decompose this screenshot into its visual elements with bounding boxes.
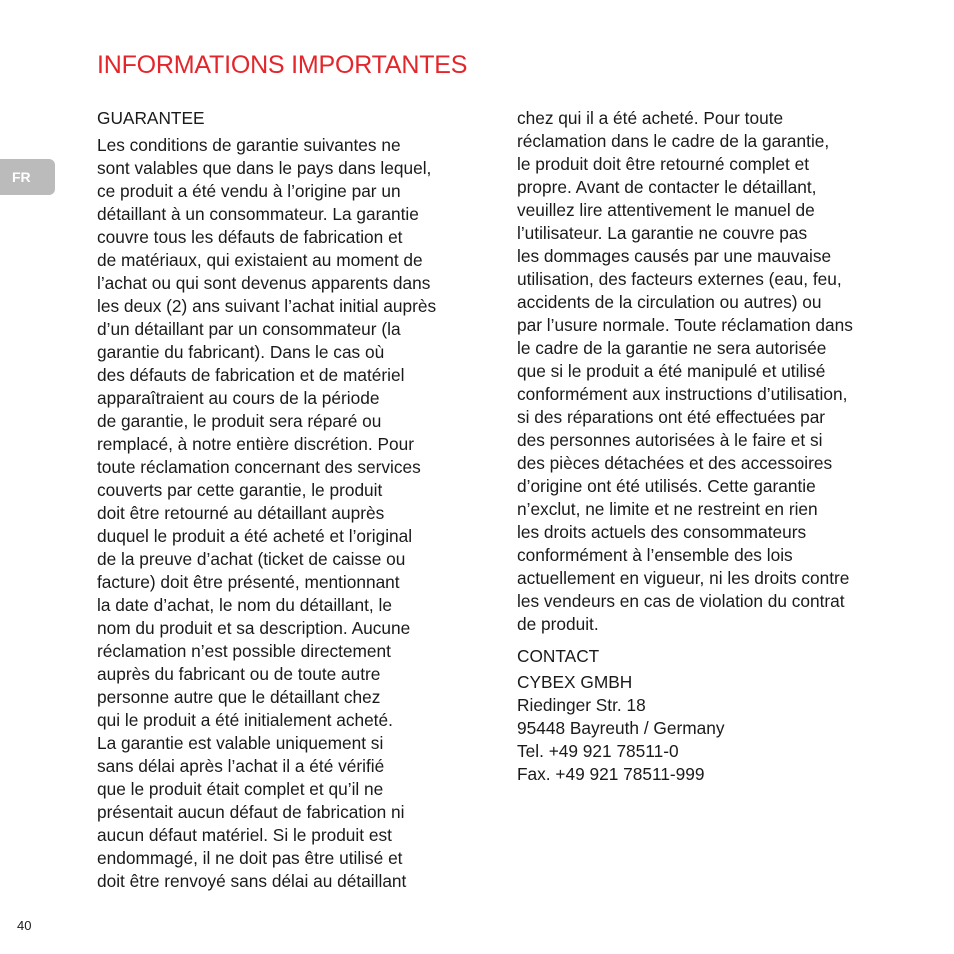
- guarantee-text: [97, 134, 487, 893]
- guarantee-text-line: de garantie, le produit sera réparé ou: [97, 411, 382, 431]
- guarantee-text-line: apparaîtraient au cours de la période: [97, 388, 380, 408]
- guarantee-text-line: le produit doit être retourné complet et: [517, 154, 810, 174]
- guarantee-text-line: aucun défaut matériel. Si le produit est: [97, 825, 392, 845]
- contact-address: [517, 694, 907, 786]
- guarantee-text-line: conformément aux instructions d’utilisation,: [517, 384, 848, 404]
- guarantee-text-line: remplacé, à notre entière discrétion. Pour: [97, 434, 414, 454]
- guarantee-text-line: qui le produit a été initialement acheté.: [97, 710, 393, 730]
- guarantee-text-line: les droits actuels des consommateurs: [517, 522, 807, 542]
- contact-company: CYBEX GMBH: [517, 672, 633, 692]
- guarantee-text-line: La garantie est valable uniquement si: [97, 733, 384, 753]
- contact-address-line: Fax. +49 921 78511-999: [517, 764, 705, 784]
- guarantee-text-line: réclamation dans le cadre de la garantie,: [517, 131, 830, 151]
- guarantee-text-line: si des réparations ont été effectuées par: [517, 407, 826, 427]
- guarantee-text-line: les deux (2) ans suivant l’achat initial auprès: [97, 296, 437, 316]
- guarantee-text-line: que si le produit a été manipulé et utilisé: [517, 361, 826, 381]
- guarantee-text-line: la date d’achat, le nom du détaillant, le: [97, 595, 392, 615]
- guarantee-text-line: présentait aucun défaut de fabrication ni: [97, 802, 405, 822]
- guarantee-text-line: couverts par cette garantie, le produit: [97, 480, 383, 500]
- guarantee-text-continued: [517, 107, 907, 636]
- guarantee-text-line: les dommages causés par une mauvaise: [517, 246, 832, 266]
- guarantee-text-line: toute réclamation concernant des services: [97, 457, 421, 477]
- guarantee-text-line: doit être retourné au détaillant auprès: [97, 503, 385, 523]
- contact-address-line: Riedinger Str. 18: [517, 695, 646, 715]
- contact-address-line: 95448 Bayreuth / Germany: [517, 718, 725, 738]
- guarantee-text-line: sont valables que dans le pays dans lequel,: [97, 158, 432, 178]
- guarantee-text-line: d’origine ont été utilisés. Cette garantie: [517, 476, 816, 496]
- guarantee-text-line: couvre tous les défauts de fabrication et: [97, 227, 403, 247]
- language-tab: FR: [0, 159, 55, 195]
- page-title: INFORMATIONS IMPORTANTES: [97, 51, 468, 79]
- guarantee-text-line: par l’usure normale. Toute réclamation dans: [517, 315, 853, 335]
- guarantee-text-line: actuellement en vigueur, ni les droits contre: [517, 568, 850, 588]
- guarantee-text-line: doit être renvoyé sans délai au détaillant: [97, 871, 407, 891]
- guarantee-text-line: l’utilisateur. La garantie ne couvre pas: [517, 223, 808, 243]
- guarantee-text-line: de produit.: [517, 614, 599, 634]
- guarantee-text-line: que le produit était complet et qu’il ne: [97, 779, 384, 799]
- page-number: 40: [17, 918, 32, 933]
- guarantee-text-line: n’exclut, ne limite et ne restreint en rien: [517, 499, 818, 519]
- guarantee-text-line: utilisation, des facteurs externes (eau, feu,: [517, 269, 842, 289]
- guarantee-text-line: des personnes autorisées à le faire et si: [517, 430, 823, 450]
- guarantee-text-line: duquel le produit a été acheté et l’original: [97, 526, 413, 546]
- guarantee-text-line: Les conditions de garantie suivantes ne: [97, 135, 401, 155]
- guarantee-text-line: facture) doit être présenté, mentionnant: [97, 572, 400, 592]
- right-column: [517, 107, 907, 786]
- guarantee-text-line: veuillez lire attentivement le manuel de: [517, 200, 815, 220]
- guarantee-text-line: des pièces détachées et des accessoires: [517, 453, 833, 473]
- guarantee-text-line: réclamation n’est possible directement: [97, 641, 391, 661]
- guarantee-text-line: propre. Avant de contacter le détaillant,: [517, 177, 817, 197]
- left-column: [97, 107, 487, 893]
- guarantee-text-line: chez qui il a été acheté. Pour toute: [517, 108, 784, 128]
- guarantee-text-line: nom du produit et sa description. Aucune: [97, 618, 411, 638]
- guarantee-text-line: auprès du fabricant ou de toute autre: [97, 664, 381, 684]
- guarantee-text-line: personne autre que le détaillant chez: [97, 687, 381, 707]
- guarantee-text-line: de la preuve d’achat (ticket de caisse ou: [97, 549, 406, 569]
- contact-address-line: Tel. +49 921 78511-0: [517, 741, 679, 761]
- guarantee-text-line: des défauts de fabrication et de matériel: [97, 365, 405, 385]
- guarantee-text-line: ce produit a été vendu à l’origine par un: [97, 181, 401, 201]
- guarantee-text-line: de matériaux, qui existaient au moment de: [97, 250, 423, 270]
- guarantee-text-line: détaillant à un consommateur. La garantie: [97, 204, 419, 224]
- guarantee-heading: GUARANTEE: [97, 108, 205, 128]
- guarantee-text-line: accidents de la circulation ou autres) ou: [517, 292, 822, 312]
- guarantee-text-line: l’achat ou qui sont devenus apparents dans: [97, 273, 431, 293]
- guarantee-text-line: conformément à l’ensemble des lois: [517, 545, 793, 565]
- guarantee-text-line: le cadre de la garantie ne sera autorisée: [517, 338, 827, 358]
- guarantee-text-line: les vendeurs en cas de violation du contrat: [517, 591, 845, 611]
- guarantee-text-line: sans délai après l’achat il a été vérifié: [97, 756, 385, 776]
- contact-heading: CONTACT: [517, 646, 600, 666]
- guarantee-text-line: d’un détaillant par un consommateur (la: [97, 319, 401, 339]
- guarantee-text-line: garantie du fabricant). Dans le cas où: [97, 342, 385, 362]
- guarantee-text-line: endommagé, il ne doit pas être utilisé et: [97, 848, 403, 868]
